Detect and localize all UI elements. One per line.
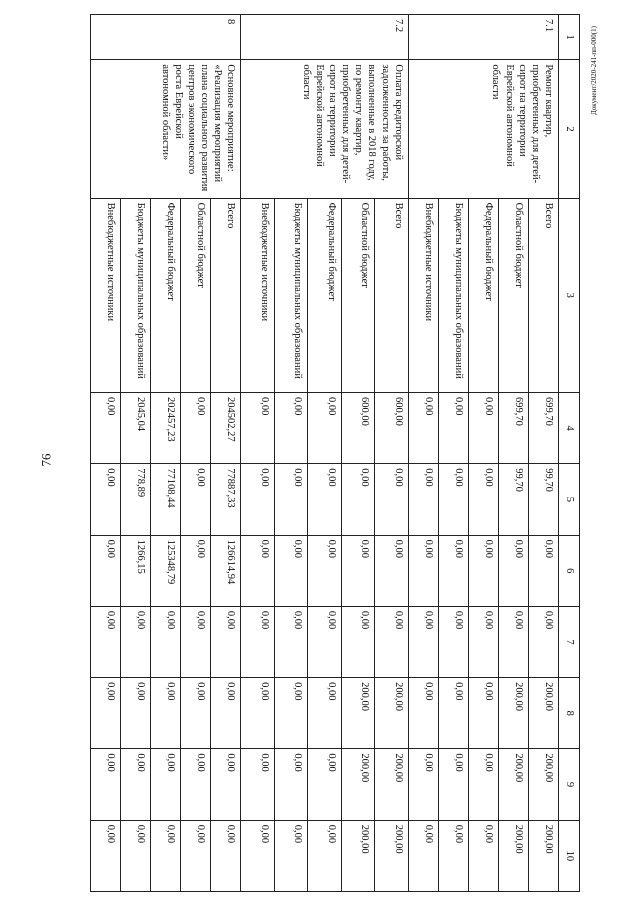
amount-cell: 200,00 bbox=[375, 749, 408, 820]
column-header-8: 8 bbox=[559, 678, 580, 749]
amount-cell: 0,00 bbox=[91, 606, 121, 677]
funding-source-cell: Федеральный бюджет bbox=[151, 198, 181, 392]
funding-source-cell: Внебюджетные источники bbox=[91, 198, 121, 392]
header-row bbox=[559, 15, 580, 892]
amount-cell: 699,70 bbox=[498, 393, 528, 464]
row-number-cell: 7.2 bbox=[241, 15, 408, 60]
funding-source-cell: Внебюджетные источники bbox=[241, 198, 275, 392]
amount-cell: 126614,94 bbox=[211, 535, 241, 606]
amount-cell: 0,00 bbox=[121, 820, 151, 891]
amount-cell: 99,70 bbox=[498, 464, 528, 535]
column-header-6: 6 bbox=[559, 535, 580, 606]
table-row bbox=[211, 15, 241, 892]
amount-cell: 0,00 bbox=[375, 464, 408, 535]
amount-cell: 0,00 bbox=[91, 820, 121, 891]
amount-cell: 600,00 bbox=[375, 393, 408, 464]
row-number-cell: 8 bbox=[91, 15, 241, 60]
amount-cell: 0,00 bbox=[211, 749, 241, 820]
amount-cell: 0,00 bbox=[241, 393, 275, 464]
amount-cell: 0,00 bbox=[308, 535, 341, 606]
activity-name-cell: Оплата кредиторской задолженности за работы, выполненные в 2018 году, по ремонту квартир, приобретенных для детей-сирот на территории Еврейской автономной области bbox=[241, 60, 408, 198]
amount-cell: 0,00 bbox=[151, 678, 181, 749]
column-header-1: 1 bbox=[559, 15, 580, 60]
amount-cell: 0,00 bbox=[241, 749, 275, 820]
column-header-2: 2 bbox=[559, 60, 580, 198]
amount-cell: 0,00 bbox=[181, 535, 211, 606]
amount-cell: 0,00 bbox=[408, 749, 438, 820]
amount-cell: 0,00 bbox=[468, 606, 498, 677]
funding-source-cell: Всего bbox=[375, 198, 408, 392]
column-header-3: 3 bbox=[559, 198, 580, 392]
column-header-4: 4 bbox=[559, 393, 580, 464]
funding-source-cell: Федеральный бюджет bbox=[468, 198, 498, 392]
amount-cell: 0,00 bbox=[528, 606, 558, 677]
amount-cell: 0,00 bbox=[91, 464, 121, 535]
amount-cell: 0,00 bbox=[274, 393, 307, 464]
column-header-9: 9 bbox=[559, 749, 580, 820]
amount-cell: 0,00 bbox=[241, 678, 275, 749]
amount-cell: 0,00 bbox=[181, 464, 211, 535]
amount-cell: 0,00 bbox=[274, 678, 307, 749]
row-number-cell: 7.1 bbox=[408, 15, 558, 60]
amount-cell: 77887,33 bbox=[211, 464, 241, 535]
amount-cell: 0,00 bbox=[341, 606, 374, 677]
funding-source-cell: Бюджеты муниципальных образований bbox=[121, 198, 151, 392]
amount-cell: 699,70 bbox=[528, 393, 558, 464]
funding-source-cell: Областной бюджет bbox=[181, 198, 211, 392]
amount-cell: 0,00 bbox=[181, 393, 211, 464]
budget-table bbox=[90, 14, 580, 892]
amount-cell: 0,00 bbox=[468, 393, 498, 464]
amount-cell: 0,00 bbox=[408, 606, 438, 677]
amount-cell: 600,00 bbox=[341, 393, 374, 464]
funding-source-cell: Всего bbox=[528, 198, 558, 392]
amount-cell: 0,00 bbox=[241, 820, 275, 891]
amount-cell: 99,70 bbox=[528, 464, 558, 535]
amount-cell: 0,00 bbox=[308, 393, 341, 464]
amount-cell: 0,00 bbox=[211, 678, 241, 749]
amount-cell: 0,00 bbox=[91, 749, 121, 820]
amount-cell: 0,00 bbox=[274, 535, 307, 606]
amount-cell: 0,00 bbox=[438, 820, 468, 891]
funding-source-cell: Федеральный бюджет bbox=[308, 198, 341, 392]
amount-cell: 0,00 bbox=[438, 749, 468, 820]
amount-cell: 0,00 bbox=[121, 678, 151, 749]
amount-cell: 200,00 bbox=[528, 820, 558, 891]
amount-cell: 0,00 bbox=[91, 393, 121, 464]
amount-cell: 200,00 bbox=[341, 678, 374, 749]
amount-cell: 0,00 bbox=[468, 464, 498, 535]
amount-cell: 200,00 bbox=[375, 678, 408, 749]
amount-cell: 2045,04 bbox=[121, 393, 151, 464]
amount-cell: 200,00 bbox=[498, 749, 528, 820]
activity-name-cell: Ремонт квартир, приобретенных для детей-сирот на территории Еврейской автономной области bbox=[408, 60, 558, 198]
amount-cell: 0,00 bbox=[241, 606, 275, 677]
amount-cell: 0,00 bbox=[438, 535, 468, 606]
funding-source-cell: Бюджеты муниципальных образований bbox=[438, 198, 468, 392]
amount-cell: 0,00 bbox=[211, 606, 241, 677]
amount-cell: 0,00 bbox=[408, 464, 438, 535]
amount-cell: 0,00 bbox=[528, 535, 558, 606]
amount-cell: 200,00 bbox=[341, 820, 374, 891]
amount-cell: 0,00 bbox=[151, 749, 181, 820]
amount-cell: 0,00 bbox=[121, 606, 151, 677]
amount-cell: 202457,23 bbox=[151, 393, 181, 464]
amount-cell: 0,00 bbox=[151, 820, 181, 891]
amount-cell: 0,00 bbox=[498, 606, 528, 677]
funding-source-cell: Всего bbox=[211, 198, 241, 392]
column-header-5: 5 bbox=[559, 464, 580, 535]
amount-cell: 0,00 bbox=[91, 535, 121, 606]
amount-cell: 1266,15 bbox=[121, 535, 151, 606]
amount-cell: 0,00 bbox=[468, 678, 498, 749]
activity-name-cell: Основное мероприятие: «Реализация мероприятий плана социального развития центров экономического роста Еврейской автономной области» bbox=[91, 60, 241, 198]
funding-source-cell: Внебюджетные источники bbox=[408, 198, 438, 392]
document-footer-code: Документ/2020-241-пп-000(1) bbox=[590, 26, 598, 115]
amount-cell: 200,00 bbox=[498, 678, 528, 749]
amount-cell: 0,00 bbox=[308, 678, 341, 749]
amount-cell: 0,00 bbox=[375, 535, 408, 606]
amount-cell: 0,00 bbox=[498, 535, 528, 606]
amount-cell: 0,00 bbox=[91, 678, 121, 749]
funding-source-cell: Областной бюджет bbox=[341, 198, 374, 392]
amount-cell: 0,00 bbox=[151, 606, 181, 677]
amount-cell: 0,00 bbox=[438, 606, 468, 677]
funding-source-cell: Бюджеты муниципальных образований bbox=[274, 198, 307, 392]
amount-cell: 0,00 bbox=[438, 393, 468, 464]
amount-cell: 200,00 bbox=[375, 820, 408, 891]
column-header-7: 7 bbox=[559, 606, 580, 677]
amount-cell: 0,00 bbox=[468, 820, 498, 891]
amount-cell: 0,00 bbox=[468, 749, 498, 820]
amount-cell: 0,00 bbox=[241, 464, 275, 535]
amount-cell: 0,00 bbox=[408, 393, 438, 464]
amount-cell: 0,00 bbox=[181, 820, 211, 891]
amount-cell: 0,00 bbox=[181, 749, 211, 820]
amount-cell: 77108,44 bbox=[151, 464, 181, 535]
amount-cell: 0,00 bbox=[375, 606, 408, 677]
amount-cell: 200,00 bbox=[528, 749, 558, 820]
amount-cell: 0,00 bbox=[438, 464, 468, 535]
amount-cell: 0,00 bbox=[408, 678, 438, 749]
amount-cell: 200,00 bbox=[341, 749, 374, 820]
page-number: 76 bbox=[38, 453, 54, 467]
column-header-10: 10 bbox=[559, 820, 580, 891]
amount-cell: 0,00 bbox=[308, 749, 341, 820]
amount-cell: 200,00 bbox=[528, 678, 558, 749]
amount-cell: 0,00 bbox=[181, 678, 211, 749]
amount-cell: 0,00 bbox=[308, 820, 341, 891]
amount-cell: 0,00 bbox=[121, 749, 151, 820]
amount-cell: 0,00 bbox=[274, 464, 307, 535]
amount-cell: 0,00 bbox=[468, 535, 498, 606]
amount-cell: 778,89 bbox=[121, 464, 151, 535]
amount-cell: 0,00 bbox=[274, 606, 307, 677]
table-row bbox=[375, 15, 408, 892]
budget-table-container bbox=[90, 14, 580, 892]
amount-cell: 0,00 bbox=[408, 535, 438, 606]
amount-cell: 204502,27 bbox=[211, 393, 241, 464]
amount-cell: 0,00 bbox=[308, 464, 341, 535]
amount-cell: 0,00 bbox=[241, 535, 275, 606]
funding-source-cell: Областной бюджет bbox=[498, 198, 528, 392]
amount-cell: 0,00 bbox=[181, 606, 211, 677]
amount-cell: 0,00 bbox=[438, 678, 468, 749]
amount-cell: 0,00 bbox=[211, 820, 241, 891]
amount-cell: 0,00 bbox=[408, 820, 438, 891]
amount-cell: 0,00 bbox=[341, 464, 374, 535]
amount-cell: 0,00 bbox=[341, 535, 374, 606]
amount-cell: 125348,79 bbox=[151, 535, 181, 606]
amount-cell: 0,00 bbox=[274, 820, 307, 891]
amount-cell: 0,00 bbox=[308, 606, 341, 677]
table-row bbox=[528, 15, 558, 892]
amount-cell: 200,00 bbox=[498, 820, 528, 891]
amount-cell: 0,00 bbox=[274, 749, 307, 820]
